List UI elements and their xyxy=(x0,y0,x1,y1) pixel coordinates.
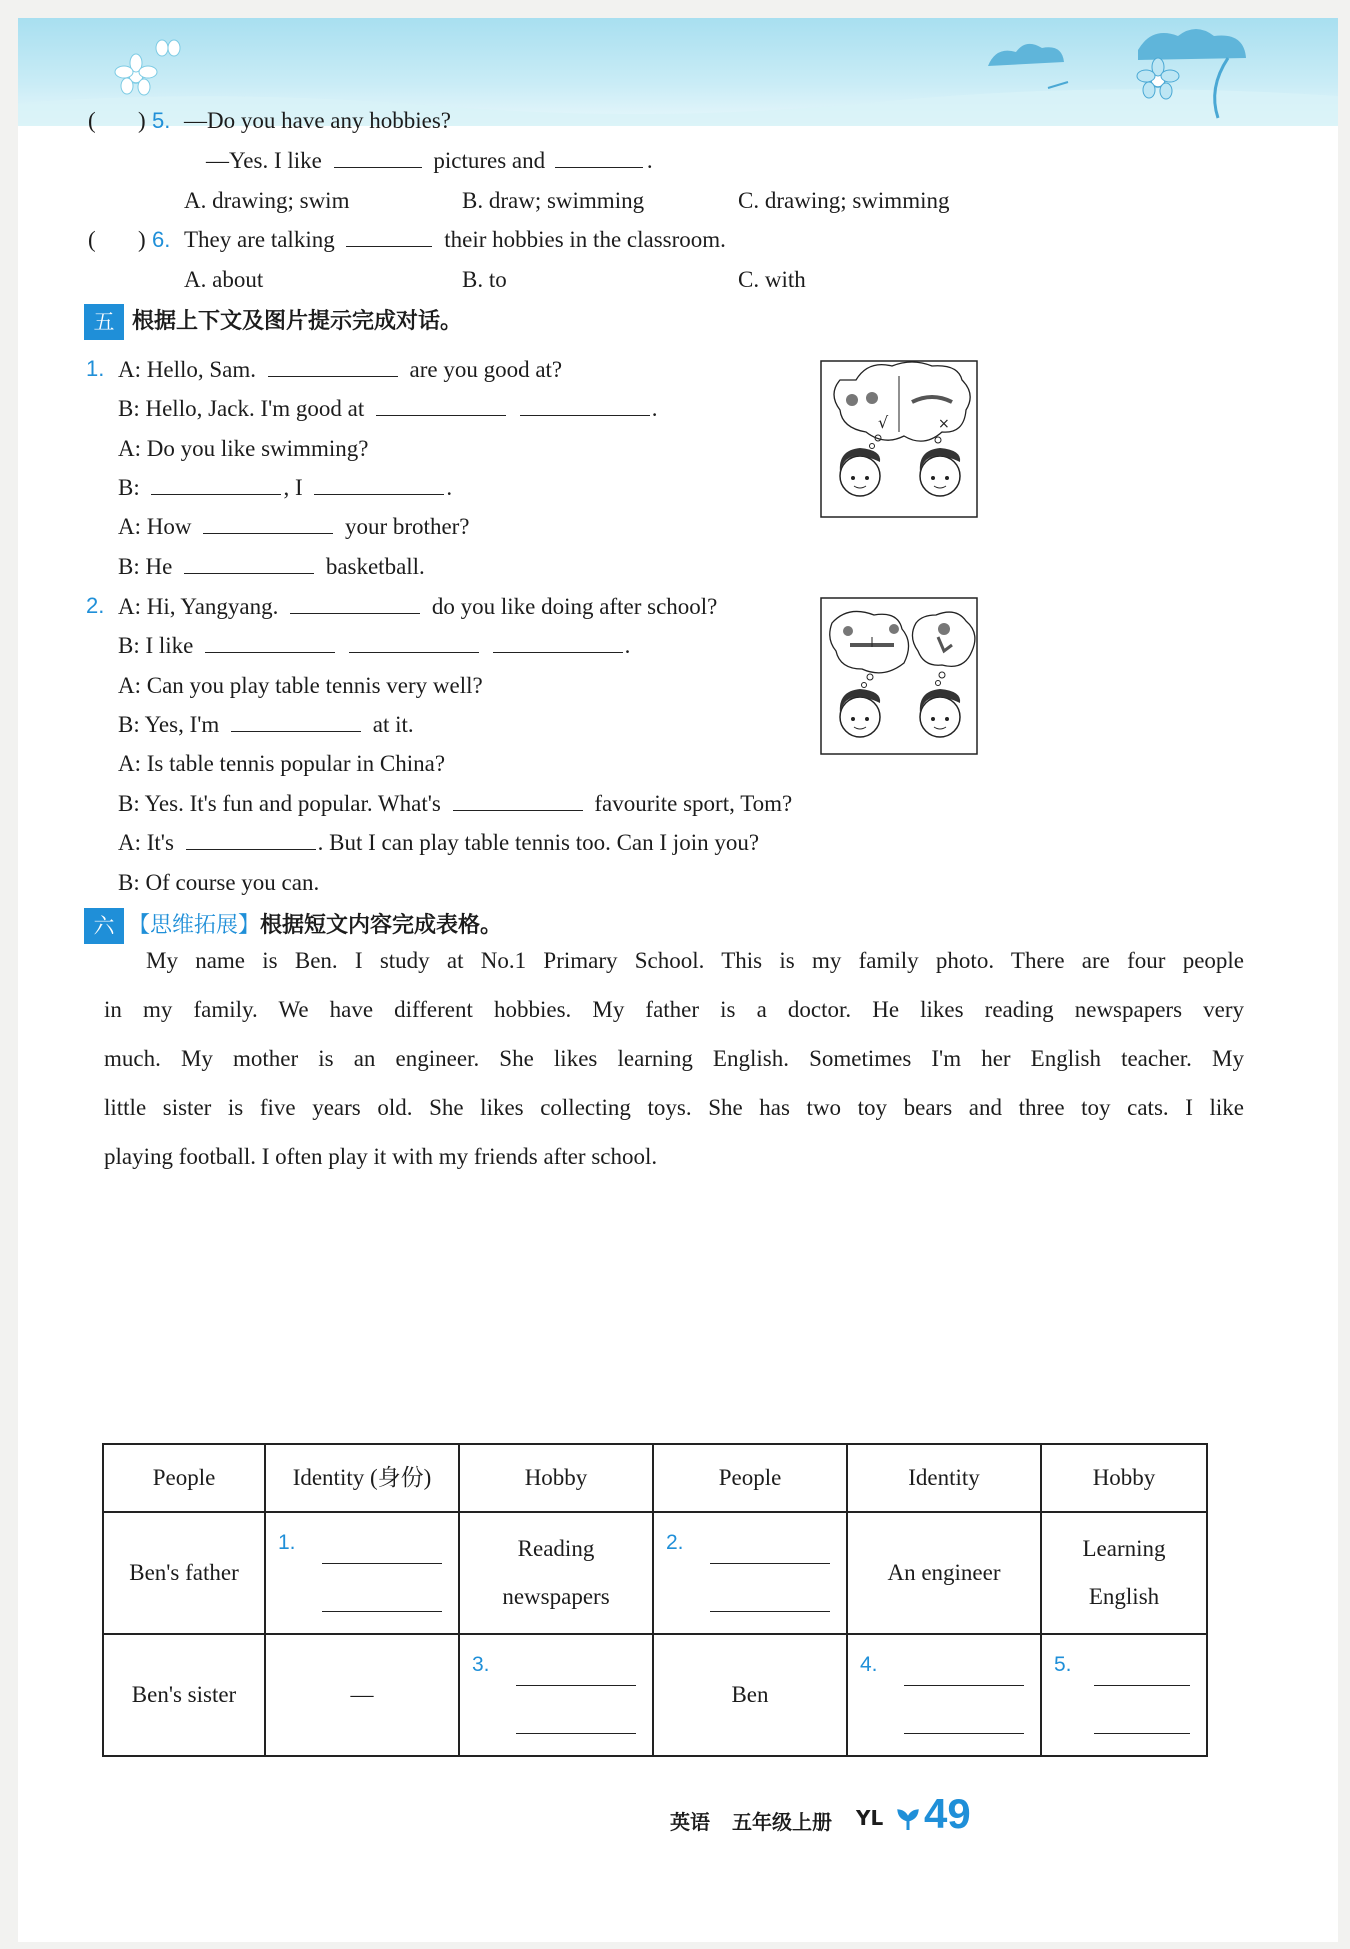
section6-tag: 【思维拓展】 xyxy=(128,913,261,938)
section6-title: 根据短文内容完成表格。 xyxy=(260,913,503,938)
table-header: People xyxy=(103,1444,265,1512)
dialogue2-line7 xyxy=(118,828,759,858)
dialogue-text: B: I like xyxy=(118,633,194,658)
table-header: People xyxy=(653,1444,847,1512)
dialogue-text: B: Hello, Jack. I'm good at xyxy=(118,396,365,421)
table-header: Hobby xyxy=(1041,1444,1207,1512)
cell-line: English xyxy=(1088,1584,1160,1609)
dialogue1-line6 xyxy=(118,552,425,582)
table-cell-people: Ben's father xyxy=(103,1512,265,1634)
dialogue-text: . xyxy=(624,633,631,658)
dialogue2-number: 2. xyxy=(86,593,105,618)
section5-title: 根据上下文及图片提示完成对话。 xyxy=(132,309,463,334)
blank-number: 1. xyxy=(278,1531,296,1554)
q5-option-a: A. drawing; swim xyxy=(184,188,350,213)
blank-number: 5. xyxy=(1054,1653,1072,1676)
blank-number: 2. xyxy=(666,1531,684,1554)
answer-blank[interactable] xyxy=(151,474,281,495)
answer-blank[interactable] xyxy=(516,1733,636,1734)
passage-line: My name is Ben. I study at No.1 Primary School. This is my family photo. There are four people xyxy=(146,948,1244,973)
answer-blank[interactable] xyxy=(1094,1685,1190,1686)
dialogue2-line5: A: Is table tennis popular in China? xyxy=(118,751,446,776)
answer-blank[interactable] xyxy=(334,147,422,168)
answer-blank[interactable] xyxy=(904,1733,1024,1734)
answer-blank[interactable] xyxy=(231,711,361,732)
q5-answer-start: —Yes. I like xyxy=(206,148,322,173)
cross-mark-icon: × xyxy=(938,416,950,432)
dialogue2-line4 xyxy=(118,710,414,740)
q6-option-b: B. to xyxy=(462,267,507,292)
dialogue2-line3: A: Can you play table tennis very well? xyxy=(118,673,483,698)
dialogue1-line3: A: Do you like swimming? xyxy=(118,436,369,461)
dialogue-text: favourite sport, Tom? xyxy=(594,791,793,816)
section6-badge: 六 xyxy=(84,908,124,944)
dialogue1-line2 xyxy=(118,394,658,424)
q5-paren-close: ) xyxy=(138,108,146,133)
answer-blank[interactable] xyxy=(349,632,479,653)
blank-number: 4. xyxy=(860,1653,878,1676)
cell-line: newspapers xyxy=(502,1584,610,1609)
dialogue1-line5 xyxy=(118,512,470,542)
answer-blank[interactable] xyxy=(516,1685,636,1686)
q6-question-line xyxy=(184,225,726,255)
table-cell-blank xyxy=(847,1634,1041,1756)
table-cell-people: Ben's sister xyxy=(103,1634,265,1756)
answer-blank[interactable] xyxy=(322,1563,442,1564)
table-cell-blank xyxy=(653,1512,847,1634)
workbook-page xyxy=(18,18,1338,1942)
table-header: Identity (身份) xyxy=(265,1444,459,1512)
dialogue-text: , I xyxy=(283,475,303,500)
flower-icon xyxy=(115,54,157,95)
footer-subject: 英语 xyxy=(670,1810,710,1834)
answer-blank[interactable] xyxy=(710,1611,830,1612)
table-cell-identity: An engineer xyxy=(847,1512,1041,1634)
table-cell-hobby xyxy=(459,1512,653,1634)
footer-grade: 五年级上册 xyxy=(732,1810,832,1834)
dialogue-text: B: Yes, I'm xyxy=(118,712,220,737)
table-cell-blank xyxy=(265,1512,459,1634)
check-mark-icon: √ xyxy=(878,413,889,432)
q6-option-a: A. about xyxy=(184,267,264,292)
answer-blank[interactable] xyxy=(184,553,314,574)
passage-line: in my family. We have different hobbies. My father is a doctor. He likes reading newspapers very xyxy=(104,997,1244,1022)
dialogue-text: are you good at? xyxy=(409,357,563,382)
table-header-row xyxy=(103,1444,1207,1512)
dialogue-text: A: It's xyxy=(118,830,174,855)
table-cell-hobby xyxy=(1041,1512,1207,1634)
table-cell-blank xyxy=(459,1634,653,1756)
table-row xyxy=(103,1634,1207,1756)
dialogue1-picture xyxy=(820,360,978,518)
q6-question-end: their hobbies in the classroom. xyxy=(444,227,726,252)
q5-answer-line xyxy=(206,146,653,176)
q5-option-c: C. drawing; swimming xyxy=(738,188,950,213)
passage-line: playing football. I often play it with my friends after school. xyxy=(104,1144,658,1169)
q5-answer-mid: pictures and xyxy=(433,148,546,173)
cell-line: Learning xyxy=(1082,1536,1166,1561)
answer-blank[interactable] xyxy=(493,632,623,653)
q5-number: 5. xyxy=(152,108,171,133)
answer-blank[interactable] xyxy=(710,1563,830,1564)
answer-blank[interactable] xyxy=(203,513,333,534)
page-number: 49 xyxy=(924,1790,971,1837)
q5-option-b: B. draw; swimming xyxy=(462,188,645,213)
dialogue-text: do you like doing after school? xyxy=(431,594,718,619)
boy-face-icon xyxy=(920,689,960,737)
dialogue2-line1 xyxy=(118,592,717,622)
table-cell-identity: — xyxy=(265,1634,459,1756)
answer-blank[interactable] xyxy=(376,395,506,416)
dialogue-text: B: Yes. It's fun and popular. What's xyxy=(118,791,441,816)
dialogue1-line4 xyxy=(118,473,452,503)
table-header: Identity xyxy=(847,1444,1041,1512)
answer-blank[interactable] xyxy=(322,1611,442,1612)
football-player-icon xyxy=(846,394,858,406)
footer-edition: YL xyxy=(856,1806,884,1830)
q5-answer-end: . xyxy=(646,148,653,173)
q6-paren-open: ( xyxy=(88,227,96,252)
dragonfly-icon xyxy=(1048,82,1068,88)
section5-badge: 五 xyxy=(84,304,124,340)
answer-blank[interactable] xyxy=(520,395,650,416)
answer-blank[interactable] xyxy=(555,147,643,168)
passage-line: much. My mother is an engineer. She likes learning English. Sometimes I'm her English teacher. My xyxy=(104,1046,1244,1071)
answer-blank[interactable] xyxy=(453,790,583,811)
q6-paren-close: ) xyxy=(138,227,146,252)
table-row xyxy=(103,1512,1207,1634)
q6-option-c: C. with xyxy=(738,267,806,292)
dialogue-text: . xyxy=(651,396,658,421)
boy-face-icon xyxy=(840,448,880,496)
answer-blank[interactable] xyxy=(205,632,335,653)
dialogue2-line8: B: Of course you can. xyxy=(118,870,320,895)
boy-face-icon xyxy=(920,448,960,496)
table-header: Hobby xyxy=(459,1444,653,1512)
table-cell-blank xyxy=(1041,1634,1207,1756)
cell-line: Reading xyxy=(517,1536,595,1561)
dialogue2-line6 xyxy=(118,789,792,819)
dialogue1-number: 1. xyxy=(86,356,105,381)
dialogue-text: A: Hi, Yangyang. xyxy=(118,594,279,619)
butterfly-icon xyxy=(156,40,180,56)
dialogue-text: B: xyxy=(118,475,140,500)
hobby-table xyxy=(102,1443,1208,1757)
dialogue2-picture xyxy=(820,597,978,755)
q6-number: 6. xyxy=(152,227,171,252)
answer-blank[interactable] xyxy=(904,1685,1024,1686)
answer-blank[interactable] xyxy=(290,593,420,614)
cloud-icon xyxy=(988,29,1246,66)
answer-blank[interactable] xyxy=(1094,1733,1190,1734)
answer-blank[interactable] xyxy=(346,226,432,247)
thought-cloud-icon xyxy=(912,612,974,666)
answer-blank[interactable] xyxy=(186,829,316,850)
table-cell-people: Ben xyxy=(653,1634,847,1756)
dialogue-text: A: How xyxy=(118,514,192,539)
leaf-icon xyxy=(896,1808,920,1832)
dialogue1-line1 xyxy=(118,355,562,385)
dialogue-text: B: He xyxy=(118,554,173,579)
dialogue-text: basketball. xyxy=(325,554,425,579)
blank-number: 3. xyxy=(472,1653,490,1676)
dialogue-text: at it. xyxy=(372,712,414,737)
q5-paren-open: ( xyxy=(88,108,96,133)
dialogue-text: A: Hello, Sam. xyxy=(118,357,256,382)
boy-face-icon xyxy=(840,689,880,737)
q5-question: —Do you have any hobbies? xyxy=(184,108,451,133)
dialogue-text: your brother? xyxy=(344,514,470,539)
dialogue-text: . xyxy=(446,475,453,500)
q6-question-start: They are talking xyxy=(184,227,335,252)
dialogue-text: . But I can play table tennis too. Can I join you? xyxy=(317,830,760,855)
passage-line: little sister is five years old. She likes collecting toys. She has two toy bears and three toy cats. I like xyxy=(104,1095,1244,1120)
answer-blank[interactable] xyxy=(268,356,398,377)
dialogue2-line2 xyxy=(118,631,630,661)
passage xyxy=(104,936,1244,1181)
football-player-icon xyxy=(938,623,950,635)
answer-blank[interactable] xyxy=(314,474,444,495)
